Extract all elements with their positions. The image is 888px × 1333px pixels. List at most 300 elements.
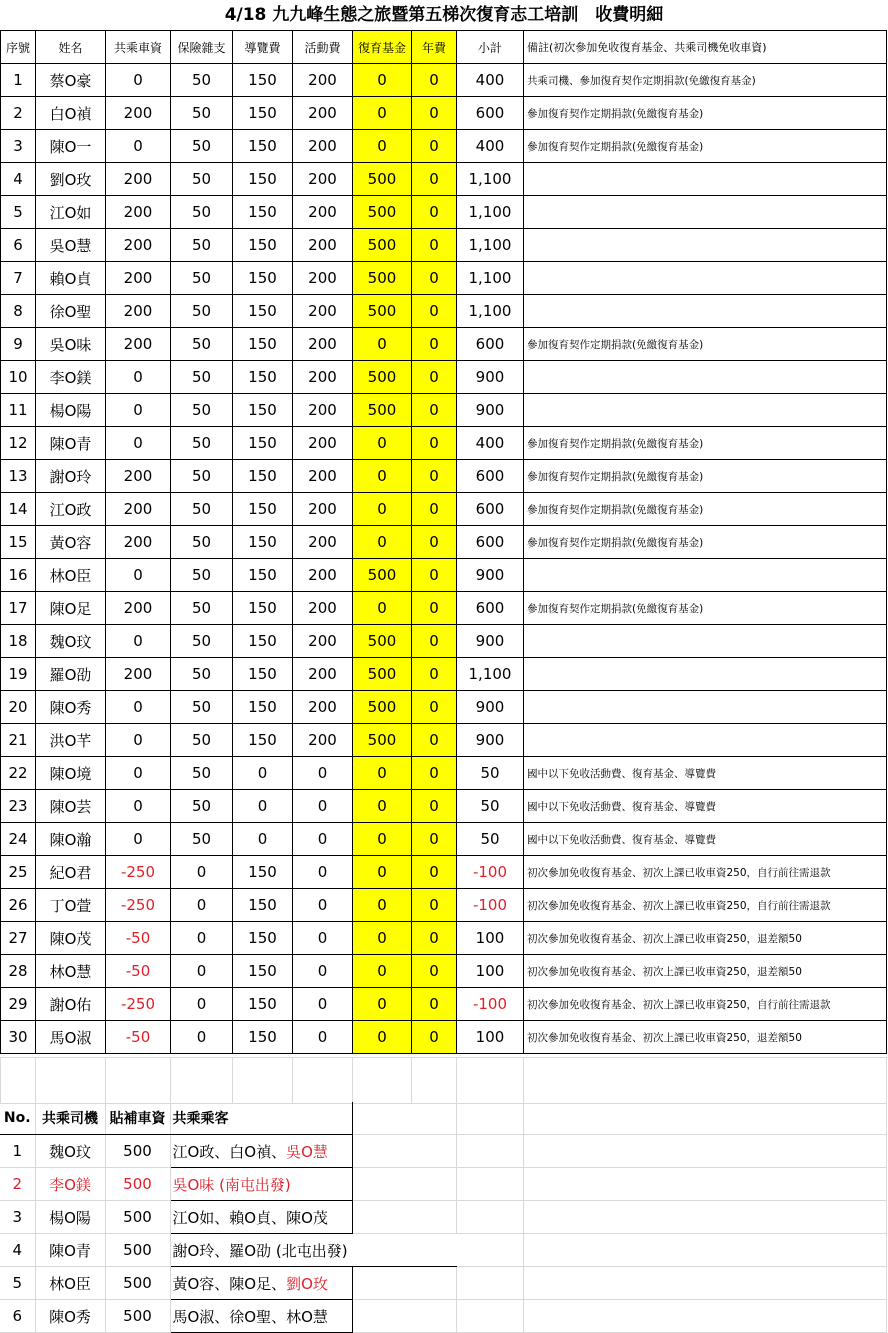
cell-col-annual-fee: 0: [412, 526, 457, 559]
header-col-fund: 復育基金: [353, 31, 412, 64]
cell-col-subtotal: 400: [457, 64, 524, 97]
cell-col-insurance: 50: [171, 130, 233, 163]
carpool-row: [0, 1267, 886, 1300]
cell-col-name: 丁O萱: [36, 889, 106, 922]
cell-col-serial: 10: [1, 361, 36, 394]
cell-col-guide-fee: 150: [233, 196, 293, 229]
cell-col-subtotal: 900: [457, 394, 524, 427]
cell-col-activity-fee: 200: [293, 328, 353, 361]
header-col-name: 姓名: [36, 31, 106, 64]
cell-col-guide-fee: 150: [233, 130, 293, 163]
cell-col-guide-fee: 150: [233, 460, 293, 493]
cell-col-guide-fee: 150: [233, 889, 293, 922]
carpool-driver: 楊O陽: [35, 1201, 105, 1234]
cell-col-guide-fee: 150: [233, 691, 293, 724]
cell-col-fund: 0: [353, 130, 412, 163]
cell-col-activity-fee: 200: [293, 460, 353, 493]
cell-col-serial: 29: [1, 988, 36, 1021]
cell-col-fund: 500: [353, 394, 412, 427]
cell-col-serial: 18: [1, 625, 36, 658]
cell-col-name: 徐O聖: [36, 295, 106, 328]
empty-cell: [456, 1234, 523, 1267]
empty-cell: [352, 1135, 456, 1168]
cell-col-activity-fee: 200: [293, 64, 353, 97]
table-row: [1, 592, 887, 625]
carpool-no: 6: [0, 1300, 35, 1333]
cell-col-subtotal: 900: [457, 361, 524, 394]
cell-col-carfare: 200: [106, 295, 171, 328]
cell-col-name: 黃O容: [36, 526, 106, 559]
cell-col-name: 陳O境: [36, 757, 106, 790]
cell-col-insurance: 0: [171, 856, 233, 889]
carpool-row: [0, 1300, 886, 1333]
cell-col-fund: 0: [353, 856, 412, 889]
cell-col-carfare: 200: [106, 658, 171, 691]
cell-col-insurance: 50: [171, 97, 233, 130]
cell-col-annual-fee: 0: [412, 130, 457, 163]
cell-col-annual-fee: 0: [412, 262, 457, 295]
cell-col-name: 陳O瀚: [36, 823, 106, 856]
carpool-header-row: [0, 1102, 886, 1135]
cell-col-activity-fee: 200: [293, 196, 353, 229]
fee-table: [0, 30, 887, 1054]
cell-col-remarks: [524, 724, 887, 757]
carpool-subsidy: 500: [105, 1300, 170, 1333]
cell-col-annual-fee: 0: [412, 328, 457, 361]
table-row: [1, 130, 887, 163]
carpool-driver: 陳O青: [35, 1234, 105, 1267]
cell-col-remarks: 國中以下免收活動費、復育基金、導覽費: [524, 823, 887, 856]
cell-col-activity-fee: 200: [293, 130, 353, 163]
table-row: [1, 295, 887, 328]
cell-col-guide-fee: 150: [233, 526, 293, 559]
cell-col-guide-fee: 150: [233, 955, 293, 988]
cell-col-subtotal: 400: [457, 427, 524, 460]
passenger-text: 馬O淑、徐O聖、林O慧: [172, 1307, 328, 1326]
cell-col-name: 紀O君: [36, 856, 106, 889]
cell-col-annual-fee: 0: [412, 658, 457, 691]
cell-col-remarks: [524, 658, 887, 691]
table-row: [1, 757, 887, 790]
header-col-remarks: 備註(初次參加免收復育基金、共乘司機免收車資): [524, 31, 887, 64]
cell-col-remarks: 初次參加免收復育基金、初次上課已收車資250，退差額50: [524, 1021, 887, 1054]
cell-col-subtotal: 600: [457, 460, 524, 493]
cell-col-remarks: 國中以下免收活動費、復育基金、導覽費: [524, 757, 887, 790]
cell-col-insurance: 0: [171, 889, 233, 922]
cell-col-fund: 0: [353, 790, 412, 823]
cell-col-name: 陳O足: [36, 592, 106, 625]
cell-col-insurance: 50: [171, 559, 233, 592]
cell-col-carfare: -50: [106, 1021, 171, 1054]
cell-col-serial: 12: [1, 427, 36, 460]
cell-col-serial: 24: [1, 823, 36, 856]
cell-col-name: 林O臣: [36, 559, 106, 592]
cell-col-annual-fee: 0: [412, 97, 457, 130]
carpool-subsidy: 500: [105, 1267, 170, 1300]
cell-col-activity-fee: 200: [293, 658, 353, 691]
cell-col-serial: 7: [1, 262, 36, 295]
cell-col-name: 謝O玲: [36, 460, 106, 493]
cell-col-name: 蔡O豪: [36, 64, 106, 97]
cell-col-serial: 30: [1, 1021, 36, 1054]
cell-col-carfare: -50: [106, 955, 171, 988]
cell-col-subtotal: 1,100: [457, 262, 524, 295]
table-row: [1, 328, 887, 361]
cell-col-annual-fee: 0: [412, 823, 457, 856]
carpool-table: [0, 1102, 887, 1333]
cell-col-annual-fee: 0: [412, 295, 457, 328]
cell-col-insurance: 50: [171, 361, 233, 394]
cell-col-serial: 16: [1, 559, 36, 592]
carpool-no: 3: [0, 1201, 35, 1234]
cell-col-annual-fee: 0: [412, 460, 457, 493]
cell-col-fund: 500: [353, 559, 412, 592]
header-col-annual-fee: 年費: [412, 31, 457, 64]
cell-col-remarks: 參加復育契作定期捐款(免繳復育基金): [524, 493, 887, 526]
cell-col-fund: 0: [353, 493, 412, 526]
empty-cell: [352, 1102, 456, 1135]
empty-cell: [352, 1201, 456, 1234]
carpool-passengers: [170, 1300, 352, 1333]
cell-col-insurance: 0: [171, 922, 233, 955]
cell-col-subtotal: 1,100: [457, 295, 524, 328]
cell-col-activity-fee: 200: [293, 394, 353, 427]
carpool-no: 4: [0, 1234, 35, 1267]
cell-col-activity-fee: 200: [293, 724, 353, 757]
cell-col-remarks: 初次參加免收復育基金、初次上課已收車資250，退差額50: [524, 922, 887, 955]
empty-cell: [523, 1135, 886, 1168]
cell-col-activity-fee: 0: [293, 790, 353, 823]
cell-col-insurance: 50: [171, 592, 233, 625]
cell-col-serial: 9: [1, 328, 36, 361]
cell-col-remarks: [524, 691, 887, 724]
cell-col-fund: 500: [353, 361, 412, 394]
cell-col-remarks: [524, 394, 887, 427]
cell-col-subtotal: 50: [457, 790, 524, 823]
cell-col-annual-fee: 0: [412, 955, 457, 988]
cell-col-annual-fee: 0: [412, 229, 457, 262]
cell-col-fund: 0: [353, 757, 412, 790]
passenger-text: 江O政、白O禎、: [172, 1142, 287, 1161]
cell-col-guide-fee: 150: [233, 493, 293, 526]
table-row: [1, 856, 887, 889]
cell-col-activity-fee: 200: [293, 625, 353, 658]
cell-col-annual-fee: 0: [412, 394, 457, 427]
cell-col-activity-fee: 200: [293, 262, 353, 295]
cell-col-name: 馬O淑: [36, 1021, 106, 1054]
cell-col-insurance: 50: [171, 328, 233, 361]
cell-col-fund: 500: [353, 658, 412, 691]
cell-col-fund: 0: [353, 97, 412, 130]
cell-col-insurance: 50: [171, 790, 233, 823]
cell-col-remarks: [524, 229, 887, 262]
carpool-subsidy: 500: [105, 1234, 170, 1267]
cell-col-insurance: 50: [171, 724, 233, 757]
carpool-passengers: [170, 1135, 352, 1168]
cell-col-subtotal: 50: [457, 757, 524, 790]
cell-col-guide-fee: 150: [233, 1021, 293, 1054]
cell-col-annual-fee: 0: [412, 1021, 457, 1054]
passenger-text: 劉O玫: [286, 1274, 328, 1293]
table-row: [1, 823, 887, 856]
cell-col-serial: 6: [1, 229, 36, 262]
cell-col-insurance: 50: [171, 262, 233, 295]
cell-col-activity-fee: 0: [293, 922, 353, 955]
cell-col-subtotal: -100: [457, 856, 524, 889]
cell-col-activity-fee: 0: [293, 988, 353, 1021]
cell-col-guide-fee: 150: [233, 229, 293, 262]
carpool-passengers: [170, 1267, 352, 1300]
cell-col-fund: 0: [353, 889, 412, 922]
cell-col-fund: 500: [353, 229, 412, 262]
table-row: [1, 493, 887, 526]
cell-col-guide-fee: 150: [233, 163, 293, 196]
cell-col-fund: 500: [353, 262, 412, 295]
cell-col-remarks: [524, 262, 887, 295]
carpool-no: 2: [0, 1168, 35, 1201]
cell-col-insurance: 0: [171, 955, 233, 988]
cell-col-guide-fee: 0: [233, 790, 293, 823]
cell-col-guide-fee: 150: [233, 559, 293, 592]
header-col-activity-fee: 活動費: [293, 31, 353, 64]
carpool-no: 1: [0, 1135, 35, 1168]
cell-col-guide-fee: 150: [233, 262, 293, 295]
cell-col-carfare: 200: [106, 262, 171, 295]
cell-col-remarks: 初次參加免收復育基金、初次上課已收車資250，自行前往需退款: [524, 988, 887, 1021]
cell-col-fund: 0: [353, 460, 412, 493]
header-col-carfare: 共乘車資: [106, 31, 171, 64]
cell-col-carfare: 200: [106, 229, 171, 262]
cell-col-carfare: -50: [106, 922, 171, 955]
cell-col-activity-fee: 200: [293, 163, 353, 196]
carpool-row: [0, 1234, 886, 1267]
cell-col-subtotal: 400: [457, 130, 524, 163]
carpool-subsidy: 500: [105, 1168, 170, 1201]
cell-col-guide-fee: 150: [233, 922, 293, 955]
table-row: [1, 889, 887, 922]
cell-col-remarks: 初次參加免收復育基金、初次上課已收車資250，退差額50: [524, 955, 887, 988]
cell-col-serial: 25: [1, 856, 36, 889]
cell-col-name: 吳O慧: [36, 229, 106, 262]
cell-col-subtotal: 100: [457, 1021, 524, 1054]
header-col-subtotal: 小計: [457, 31, 524, 64]
cell-col-remarks: 國中以下免收活動費、復育基金、導覽費: [524, 790, 887, 823]
cell-col-subtotal: 1,100: [457, 229, 524, 262]
cell-col-annual-fee: 0: [412, 559, 457, 592]
cell-col-remarks: 共乘司機、參加復育契作定期捐款(免繳復育基金): [524, 64, 887, 97]
header-col-guide-fee: 導覽費: [233, 31, 293, 64]
cell-col-insurance: 50: [171, 229, 233, 262]
cell-col-guide-fee: 150: [233, 361, 293, 394]
cell-col-serial: 21: [1, 724, 36, 757]
cell-col-carfare: 0: [106, 823, 171, 856]
cell-col-guide-fee: 150: [233, 988, 293, 1021]
cell-col-remarks: 參加復育契作定期捐款(免繳復育基金): [524, 427, 887, 460]
cell-col-name: 楊O陽: [36, 394, 106, 427]
cell-col-fund: 0: [353, 823, 412, 856]
cell-col-activity-fee: 0: [293, 889, 353, 922]
cell-col-remarks: 參加復育契作定期捐款(免繳復育基金): [524, 130, 887, 163]
empty-cell: [352, 1267, 456, 1300]
cell-col-remarks: [524, 625, 887, 658]
cell-col-activity-fee: 200: [293, 592, 353, 625]
carpool-subsidy: 500: [105, 1135, 170, 1168]
cell-col-serial: 20: [1, 691, 36, 724]
cell-col-activity-fee: 200: [293, 361, 353, 394]
cell-col-name: 羅O劭: [36, 658, 106, 691]
carpool-passengers: [170, 1201, 352, 1234]
cell-col-activity-fee: 200: [293, 295, 353, 328]
cell-col-serial: 17: [1, 592, 36, 625]
cell-col-name: 陳O秀: [36, 691, 106, 724]
cell-col-guide-fee: 150: [233, 295, 293, 328]
cell-col-serial: 4: [1, 163, 36, 196]
cell-col-guide-fee: 150: [233, 427, 293, 460]
cell-col-subtotal: -100: [457, 889, 524, 922]
cell-col-serial: 23: [1, 790, 36, 823]
cell-col-activity-fee: 200: [293, 427, 353, 460]
cell-col-name: 吳O味: [36, 328, 106, 361]
empty-cell: [523, 1201, 886, 1234]
spacer-row: [0, 1057, 887, 1104]
empty-cell: [523, 1267, 886, 1300]
table-row: [1, 691, 887, 724]
empty-cell: [456, 1300, 523, 1333]
empty-cell: [352, 1168, 456, 1201]
empty-cell: [523, 1234, 886, 1267]
table-row: [1, 988, 887, 1021]
cell-col-subtotal: 900: [457, 724, 524, 757]
cell-col-annual-fee: 0: [412, 361, 457, 394]
cell-col-insurance: 50: [171, 64, 233, 97]
cell-col-annual-fee: 0: [412, 856, 457, 889]
cell-col-name: 陳O茂: [36, 922, 106, 955]
cell-col-insurance: 0: [171, 1021, 233, 1054]
cell-col-insurance: 50: [171, 163, 233, 196]
cell-col-carfare: 200: [106, 592, 171, 625]
cell-col-serial: 13: [1, 460, 36, 493]
carpool-subsidy: 500: [105, 1201, 170, 1234]
cell-col-remarks: 參加復育契作定期捐款(免繳復育基金): [524, 460, 887, 493]
cell-col-activity-fee: 200: [293, 97, 353, 130]
cell-col-subtotal: 50: [457, 823, 524, 856]
cell-col-name: 陳O一: [36, 130, 106, 163]
cell-col-fund: 0: [353, 988, 412, 1021]
cell-col-activity-fee: 200: [293, 526, 353, 559]
cell-col-guide-fee: 150: [233, 64, 293, 97]
cell-col-serial: 26: [1, 889, 36, 922]
table-row: [1, 262, 887, 295]
cell-col-carfare: 200: [106, 163, 171, 196]
cell-col-guide-fee: 0: [233, 757, 293, 790]
table-row: [1, 229, 887, 262]
table-row: [1, 97, 887, 130]
cell-col-fund: 500: [353, 295, 412, 328]
cell-col-fund: 0: [353, 1021, 412, 1054]
empty-cell: [456, 1135, 523, 1168]
cell-col-name: 江O政: [36, 493, 106, 526]
cell-col-guide-fee: 150: [233, 97, 293, 130]
cell-col-remarks: 初次參加免收復育基金、初次上課已收車資250，自行前往需退款: [524, 856, 887, 889]
cell-col-insurance: 50: [171, 460, 233, 493]
cell-col-remarks: [524, 163, 887, 196]
cell-col-activity-fee: 0: [293, 757, 353, 790]
cell-col-activity-fee: 0: [293, 1021, 353, 1054]
cell-col-fund: 500: [353, 724, 412, 757]
cell-col-carfare: 0: [106, 691, 171, 724]
carpool-passengers: [170, 1234, 456, 1267]
cell-col-insurance: 50: [171, 394, 233, 427]
empty-cell: [456, 1267, 523, 1300]
cell-col-insurance: 50: [171, 526, 233, 559]
carpool-driver: 林O臣: [35, 1267, 105, 1300]
cell-col-subtotal: 100: [457, 955, 524, 988]
table-row: [1, 625, 887, 658]
cell-col-remarks: [524, 295, 887, 328]
cell-col-fund: 0: [353, 922, 412, 955]
cell-col-carfare: 0: [106, 724, 171, 757]
cell-col-fund: 0: [353, 427, 412, 460]
cell-col-remarks: [524, 361, 887, 394]
carpool-no: 5: [0, 1267, 35, 1300]
cell-col-remarks: 參加復育契作定期捐款(免繳復育基金): [524, 97, 887, 130]
empty-cell: [352, 1300, 456, 1333]
cell-col-annual-fee: 0: [412, 790, 457, 823]
cell-col-insurance: 50: [171, 196, 233, 229]
cell-col-serial: 2: [1, 97, 36, 130]
passenger-text: 謝O玲、羅O劭 (北屯出發): [172, 1241, 348, 1260]
table-row: [1, 361, 887, 394]
cell-col-fund: 500: [353, 196, 412, 229]
empty-cell: [523, 1102, 886, 1135]
cell-col-name: 陳O芸: [36, 790, 106, 823]
cell-col-annual-fee: 0: [412, 163, 457, 196]
cell-col-carfare: 200: [106, 328, 171, 361]
cell-col-carfare: 200: [106, 493, 171, 526]
cell-col-serial: 28: [1, 955, 36, 988]
cell-col-annual-fee: 0: [412, 922, 457, 955]
cell-col-name: 洪O芊: [36, 724, 106, 757]
cell-col-subtotal: 900: [457, 625, 524, 658]
cell-col-remarks: 參加復育契作定期捐款(免繳復育基金): [524, 328, 887, 361]
passenger-text: 吳O味 (南屯出發): [172, 1175, 291, 1194]
table-row: [1, 394, 887, 427]
cell-col-subtotal: 600: [457, 328, 524, 361]
cell-col-carfare: 200: [106, 97, 171, 130]
cell-col-remarks: [524, 559, 887, 592]
cell-col-serial: 1: [1, 64, 36, 97]
cell-col-insurance: 50: [171, 757, 233, 790]
cell-col-name: 劉O玫: [36, 163, 106, 196]
cell-col-carfare: 0: [106, 559, 171, 592]
cell-col-insurance: 50: [171, 658, 233, 691]
table-row: [1, 460, 887, 493]
cell-col-insurance: 50: [171, 691, 233, 724]
cell-col-guide-fee: 150: [233, 592, 293, 625]
cell-col-insurance: 50: [171, 427, 233, 460]
cell-col-activity-fee: 200: [293, 691, 353, 724]
cell-col-remarks: 參加復育契作定期捐款(免繳復育基金): [524, 526, 887, 559]
cell-col-serial: 27: [1, 922, 36, 955]
cell-col-remarks: 初次參加免收復育基金、初次上課已收車資250，自行前往需退款: [524, 889, 887, 922]
cell-col-annual-fee: 0: [412, 889, 457, 922]
table-row: [1, 658, 887, 691]
cell-col-carfare: -250: [106, 856, 171, 889]
cell-col-insurance: 50: [171, 493, 233, 526]
cell-col-subtotal: 600: [457, 592, 524, 625]
cell-col-activity-fee: 200: [293, 559, 353, 592]
table-row: [1, 922, 887, 955]
